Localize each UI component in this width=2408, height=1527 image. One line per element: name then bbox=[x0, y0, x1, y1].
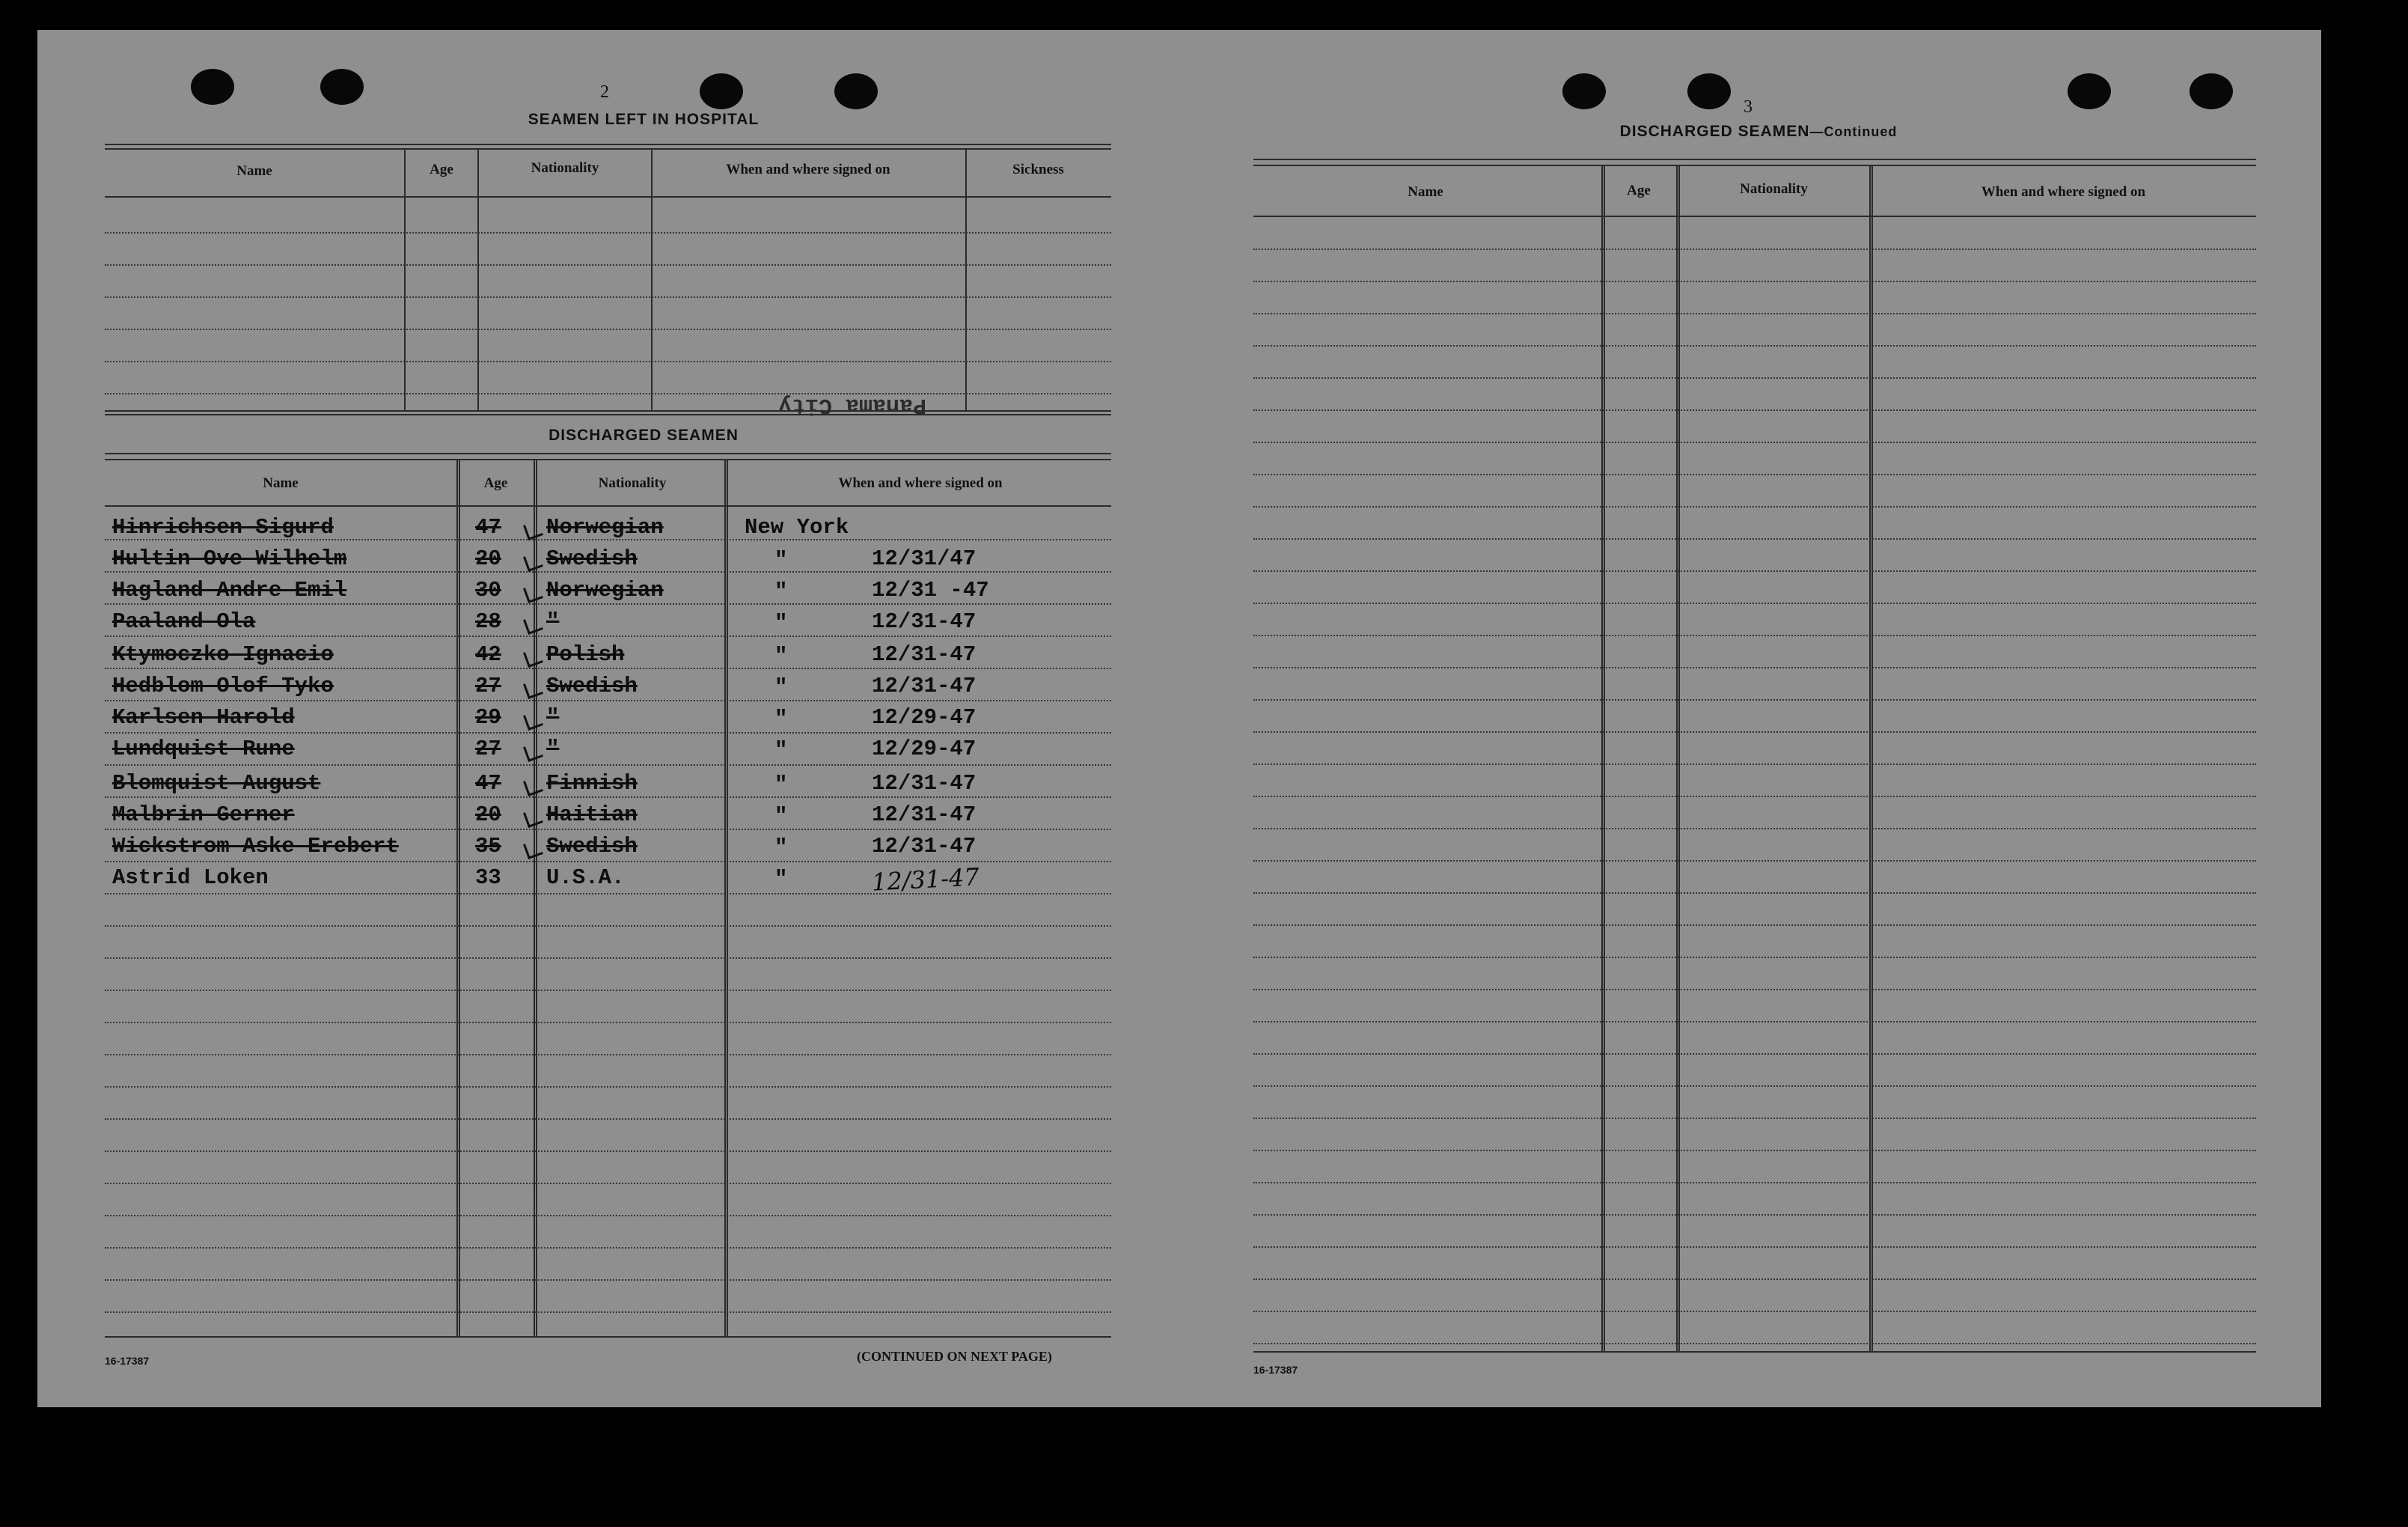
discharged-col-divider bbox=[459, 459, 460, 1336]
discharged-row-rule bbox=[105, 764, 1111, 766]
discharged-row-rule bbox=[105, 603, 1111, 605]
signed-on-date: 12/31-47 bbox=[872, 642, 977, 667]
seaman-nationality: " bbox=[546, 737, 560, 761]
seaman-age: 33 bbox=[475, 865, 501, 890]
seaman-name: Hinrichsen Sigurd bbox=[112, 515, 334, 540]
signed-on-date: 12/31 -47 bbox=[872, 578, 989, 603]
hospital-header-rule bbox=[105, 196, 1111, 198]
punch-hole bbox=[700, 73, 743, 109]
continued-row-rule bbox=[1253, 345, 2256, 347]
signed-on-date: 12/31/47 bbox=[872, 546, 977, 571]
seaman-age: 27 bbox=[475, 737, 501, 761]
seaman-age: 27 bbox=[475, 674, 501, 698]
ditto-mark: " bbox=[774, 772, 788, 797]
hospital-row-rule bbox=[105, 296, 1111, 298]
continued-row-rule bbox=[1253, 1150, 2256, 1151]
check-mark bbox=[523, 520, 543, 540]
continued-row-rule bbox=[1253, 989, 2256, 990]
continued-row-rule bbox=[1253, 828, 2256, 829]
continued-row-rule bbox=[1253, 1311, 2256, 1312]
discharged-col-signed-on: When and where signed on bbox=[838, 475, 1003, 491]
continued-row-rule bbox=[1253, 281, 2256, 282]
seaman-age: 47 bbox=[475, 515, 501, 540]
continued-row-rule bbox=[1253, 731, 2256, 733]
hospital-row-rule bbox=[105, 393, 1111, 394]
punch-hole bbox=[1687, 73, 1731, 109]
hospital-col-divider bbox=[965, 148, 967, 410]
discharged-col-age: Age bbox=[483, 475, 508, 491]
signed-on-date: 12/31-47 bbox=[872, 771, 977, 796]
signed-on-date: 12/31-47 bbox=[872, 834, 977, 859]
continued-table-top bbox=[1253, 165, 2256, 166]
check-mark bbox=[523, 742, 543, 762]
continued-row-rule bbox=[1253, 667, 2256, 668]
discharged-row-rule bbox=[105, 1183, 1111, 1184]
continued-row-rule bbox=[1253, 1085, 2256, 1087]
continued-note: (CONTINUED ON NEXT PAGE) bbox=[857, 1349, 1052, 1364]
continued-row-rule bbox=[1253, 249, 2256, 250]
discharged-row-rule bbox=[105, 861, 1111, 862]
seaman-nationality: " bbox=[546, 609, 560, 634]
seaman-nationality: Finnish bbox=[546, 771, 638, 796]
discharged-row-rule bbox=[105, 893, 1111, 894]
check-mark bbox=[523, 615, 543, 635]
left-page bbox=[37, 30, 1197, 1407]
continued-header-rule bbox=[1253, 216, 2256, 217]
right-page bbox=[1197, 30, 2321, 1407]
discharged-row-rule bbox=[105, 925, 1111, 927]
page-number: 2 bbox=[600, 82, 609, 102]
discharged-row-rule bbox=[105, 732, 1111, 734]
seaman-name: Astrid Loken bbox=[112, 865, 269, 890]
discharged-row-rule bbox=[105, 1118, 1111, 1120]
hospital-row-rule bbox=[105, 232, 1111, 234]
continued-row-rule bbox=[1253, 796, 2256, 797]
continued-col-age: Age bbox=[1627, 183, 1651, 198]
discharged-row-rule bbox=[105, 1150, 1111, 1152]
hospital-col-divider bbox=[651, 148, 653, 410]
check-mark bbox=[523, 552, 543, 572]
signed-on-date: 12/31-47 bbox=[871, 862, 980, 897]
seaman-name: Wickstrom Aske Erebert bbox=[112, 834, 399, 859]
discharged-header-rule bbox=[105, 505, 1111, 507]
punch-hole bbox=[191, 69, 234, 105]
continued-row-rule bbox=[1253, 1021, 2256, 1022]
seaman-nationality: Norwegian bbox=[546, 578, 664, 603]
seaman-nationality: Swedish bbox=[546, 546, 638, 571]
discharged-col-divider bbox=[724, 459, 726, 1336]
continued-col-signed-on: When and where signed on bbox=[1981, 184, 2146, 200]
seaman-nationality: Polish bbox=[546, 642, 625, 667]
hospital-table-top bbox=[105, 144, 1111, 145]
discharged-row-rule bbox=[105, 1022, 1111, 1023]
seaman-name: Hagland Andre Emil bbox=[112, 578, 347, 603]
hospital-row-rule bbox=[105, 361, 1111, 362]
seaman-name: Paaland Ola bbox=[112, 609, 256, 634]
discharged-row-rule bbox=[105, 636, 1111, 637]
check-mark bbox=[523, 808, 543, 828]
continued-row-rule bbox=[1253, 635, 2256, 636]
discharged-col-name: Name bbox=[263, 475, 299, 491]
ditto-mark: " bbox=[774, 804, 788, 829]
form-number: 16-17387 bbox=[1253, 1364, 1298, 1376]
seaman-name: Ktymoczko Ignacio bbox=[112, 642, 334, 667]
continued-row-rule bbox=[1253, 764, 2256, 765]
discharged-row-rule bbox=[105, 796, 1111, 798]
seaman-name: Blomquist August bbox=[112, 771, 321, 796]
continued-row-rule bbox=[1253, 1182, 2256, 1183]
discharged-row-rule bbox=[105, 1215, 1111, 1216]
signed-on-date: 12/29-47 bbox=[872, 705, 977, 730]
seaman-age: 42 bbox=[475, 642, 501, 667]
seaman-age: 20 bbox=[475, 546, 501, 571]
seaman-name: Karlsen Harold bbox=[112, 705, 295, 730]
ditto-mark: " bbox=[774, 835, 788, 860]
signed-on-date: 12/29-47 bbox=[872, 737, 977, 761]
hospital-table-top bbox=[105, 148, 1111, 150]
continued-table-bottom bbox=[1253, 1351, 2256, 1353]
seaman-name: Lundquist Rune bbox=[112, 737, 295, 761]
continued-col-divider bbox=[1869, 165, 1871, 1351]
discharged-col-divider bbox=[727, 459, 728, 1336]
ditto-mark: " bbox=[774, 675, 788, 700]
continued-col-divider bbox=[1871, 165, 1873, 1351]
hospital-table-bottom bbox=[105, 410, 1111, 412]
seaman-nationality: Norwegian bbox=[546, 515, 664, 540]
continued-row-rule bbox=[1253, 924, 2256, 926]
continued-col-divider bbox=[1678, 165, 1680, 1351]
seaman-age: 29 bbox=[475, 705, 501, 730]
discharged-col-nationality: Nationality bbox=[598, 475, 667, 491]
punch-hole bbox=[320, 69, 364, 105]
discharged-row-rule bbox=[105, 571, 1111, 573]
ditto-mark: " bbox=[774, 867, 788, 891]
continued-col-nationality: Nationality bbox=[1740, 181, 1808, 197]
discharged-row-rule bbox=[105, 990, 1111, 991]
discharged-table-top bbox=[105, 459, 1111, 460]
discharged-row-rule bbox=[105, 668, 1111, 669]
seaman-age: 30 bbox=[475, 578, 501, 603]
punch-hole bbox=[2068, 73, 2111, 109]
ditto-mark: " bbox=[774, 548, 788, 573]
discharged-col-divider bbox=[456, 459, 458, 1336]
continued-col-divider bbox=[1601, 165, 1603, 1351]
hospital-row-rule bbox=[105, 329, 1111, 330]
continued-row-rule bbox=[1253, 957, 2256, 958]
discharged-continued-title-suffix: —Continued bbox=[1809, 124, 1898, 139]
punch-hole bbox=[834, 73, 878, 109]
continued-row-rule bbox=[1253, 1343, 2256, 1344]
discharged-table-top bbox=[105, 453, 1111, 454]
seaman-age: 20 bbox=[475, 802, 501, 827]
continued-row-rule bbox=[1253, 442, 2256, 443]
continued-col-divider bbox=[1604, 165, 1605, 1351]
seaman-nationality: Swedish bbox=[546, 834, 638, 859]
continued-row-rule bbox=[1253, 377, 2256, 379]
discharged-row-rule bbox=[105, 1311, 1111, 1313]
panama-city-stamp: Panama City bbox=[778, 392, 927, 418]
ditto-mark: " bbox=[774, 579, 788, 604]
hospital-col-divider bbox=[404, 148, 406, 410]
discharged-row-rule bbox=[105, 700, 1111, 701]
continued-col-name: Name bbox=[1408, 184, 1443, 200]
hospital-row-rule bbox=[105, 264, 1111, 266]
signed-on-date: 12/31-47 bbox=[872, 674, 977, 698]
continued-row-rule bbox=[1253, 1118, 2256, 1119]
continued-row-rule bbox=[1253, 892, 2256, 894]
continued-row-rule bbox=[1253, 409, 2256, 411]
hospital-table-bottom bbox=[105, 414, 1111, 415]
signed-on-place: New York bbox=[745, 515, 849, 540]
discharged-row-rule bbox=[105, 1054, 1111, 1055]
signed-on-date: 12/31-47 bbox=[872, 609, 977, 634]
seaman-nationality: U.S.A. bbox=[546, 865, 625, 890]
hospital-col-sickness: Sickness bbox=[1012, 162, 1064, 177]
continued-row-rule bbox=[1253, 1214, 2256, 1216]
hospital-col-name: Name bbox=[236, 163, 272, 179]
continued-row-rule bbox=[1253, 1246, 2256, 1248]
hospital-col-signed-on: When and where signed on bbox=[726, 162, 890, 177]
hospital-col-divider bbox=[477, 148, 479, 410]
hospital-col-nationality: Nationality bbox=[531, 160, 599, 176]
continued-row-rule bbox=[1253, 1053, 2256, 1055]
punch-hole bbox=[1562, 73, 1606, 109]
continued-row-rule bbox=[1253, 603, 2256, 604]
check-mark bbox=[523, 710, 543, 731]
check-mark bbox=[523, 583, 543, 603]
discharged-row-rule bbox=[105, 957, 1111, 959]
seaman-name: Hultin Ove Wilhelm bbox=[112, 546, 347, 571]
discharged-continued-title-main: DISCHARGED SEAMEN bbox=[1619, 123, 1810, 140]
discharged-row-rule bbox=[105, 829, 1111, 830]
seaman-age: 35 bbox=[475, 834, 501, 859]
punch-hole bbox=[2189, 73, 2233, 109]
hospital-col-age: Age bbox=[430, 162, 453, 177]
seaman-age: 28 bbox=[475, 609, 501, 634]
continued-row-rule bbox=[1253, 474, 2256, 475]
continued-table-top bbox=[1253, 159, 2256, 160]
seaman-name: Malbrin Gerner bbox=[112, 802, 295, 827]
ditto-mark: " bbox=[774, 707, 788, 731]
page-number: 3 bbox=[1744, 97, 1752, 117]
seaman-nationality: Swedish bbox=[546, 674, 638, 698]
continued-row-rule bbox=[1253, 570, 2256, 572]
check-mark bbox=[523, 647, 543, 668]
seaman-nationality: " bbox=[546, 705, 560, 730]
discharged-table-bottom bbox=[105, 1336, 1111, 1338]
check-mark bbox=[523, 679, 543, 699]
ditto-mark: " bbox=[774, 644, 788, 668]
form-number: 16-17387 bbox=[105, 1355, 150, 1367]
seaman-age: 47 bbox=[475, 771, 501, 796]
discharged-continued-title bbox=[1422, 123, 2095, 141]
discharged-row-rule bbox=[105, 1247, 1111, 1249]
continued-row-rule bbox=[1253, 313, 2256, 314]
signed-on-date: 12/31-47 bbox=[872, 802, 977, 827]
check-mark bbox=[523, 839, 543, 859]
hospital-section-title: SEAMEN LEFT IN HOSPITAL bbox=[528, 111, 760, 128]
discharged-section-title: DISCHARGED SEAMEN bbox=[548, 427, 739, 444]
check-mark bbox=[523, 776, 543, 796]
seaman-nationality: Haitian bbox=[546, 802, 638, 827]
continued-row-rule bbox=[1253, 860, 2256, 862]
seaman-name: Hedblom Olof Tyko bbox=[112, 674, 334, 698]
ditto-mark: " bbox=[774, 738, 788, 763]
continued-row-rule bbox=[1253, 506, 2256, 508]
discharged-row-rule bbox=[105, 1279, 1111, 1281]
continued-row-rule bbox=[1253, 699, 2256, 701]
continued-row-rule bbox=[1253, 538, 2256, 540]
discharged-row-rule bbox=[105, 1086, 1111, 1088]
ditto-mark: " bbox=[774, 611, 788, 636]
continued-row-rule bbox=[1253, 1278, 2256, 1280]
continued-col-divider bbox=[1676, 165, 1678, 1351]
